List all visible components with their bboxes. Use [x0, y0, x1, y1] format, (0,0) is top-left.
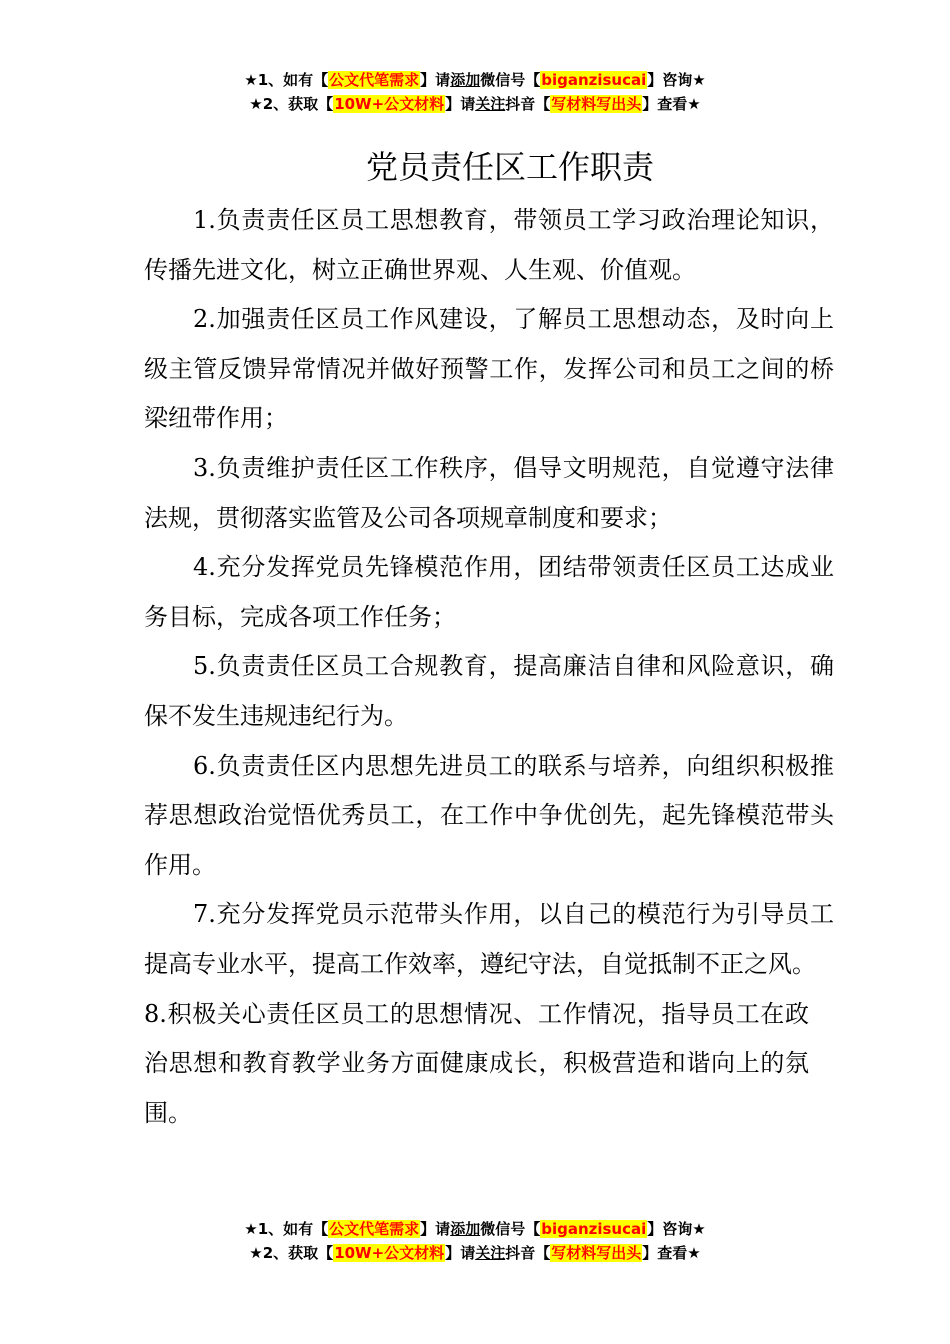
- item-text: 积极关心责任区员工的思想情况、工作情况，指导员工在政治思想和教育教学业务方面健康成长，积极营造和谐向上的氛围。: [144, 999, 809, 1127]
- banner-text: 】咨询★: [647, 1220, 706, 1238]
- item-number: 1.: [193, 206, 216, 234]
- item-number: 6.: [193, 751, 216, 780]
- banner-text: ★2、获取【: [249, 1244, 334, 1262]
- duty-item-2: [144, 295, 834, 444]
- duty-item-8: [144, 990, 809, 1139]
- banner-highlight: 10W+公文材料: [334, 1244, 445, 1262]
- banner-line-1: [0, 68, 950, 92]
- banner-highlight: 写材料写出头: [551, 1244, 642, 1262]
- banner-text: 】查看★: [642, 1244, 701, 1262]
- item-number: 4.: [193, 553, 216, 582]
- banner-text: 】请: [420, 1220, 451, 1238]
- banner-highlight: 10W+公文材料: [334, 95, 445, 113]
- duty-item-4: [144, 543, 834, 642]
- item-number: 2.: [193, 305, 216, 334]
- banner-text: 抖音【: [505, 95, 551, 113]
- banner-highlight: 写材料写出头: [551, 95, 642, 113]
- banner-text: 抖音【: [505, 1244, 551, 1262]
- banner-text: ★1、如有【: [244, 1220, 329, 1238]
- banner-text: 】请: [445, 95, 476, 113]
- banner-underlined-text: 关注: [475, 1244, 506, 1262]
- banner-highlight: 公文代笔需求: [329, 1220, 420, 1238]
- document-title: 党员责任区工作职责: [365, 148, 654, 187]
- banner-text: 】查看★: [642, 95, 701, 113]
- item-text: 负责责任区员工合规教育，提高廉洁自律和风险意识，确保不发生违规违纪行为。: [144, 652, 834, 730]
- item-text: 负责责任区内思想先进员工的联系与培养，向组织积极推荐思想政治觉悟优秀员工，在工作中争优创先，起先锋模范带头作用。: [144, 751, 834, 879]
- item-text: 充分发挥党员示范带头作用，以自己的模范行为引导员工提高专业水平，提高工作效率，遵纪守法，自觉抵制不正之风。: [144, 900, 834, 978]
- item-text: 负责维护责任区工作秩序，倡导文明规范，自觉遵守法律法规，贯彻落实监管及公司各项规章制度和要求；: [144, 453, 834, 532]
- banner-underlined-text: 添加: [450, 1220, 481, 1238]
- item-number: 7.: [193, 900, 216, 929]
- item-number: 8.: [144, 999, 167, 1028]
- item-text: 加强责任区员工作风建设，了解员工思想动态，及时向上级主管反馈异常情况并做好预警工作，发挥公司和员工之间的桥梁纽带作用；: [144, 305, 834, 433]
- banner-line-2: [0, 1241, 950, 1265]
- banner-underlined-text: 添加: [450, 71, 481, 89]
- item-text: 负责责任区员工思想教育，带领员工学习政治理论知识，传播先进文化，树立正确世界观、人生观、价值观。: [144, 206, 834, 284]
- item-text: 充分发挥党员先锋模范作用，团结带领责任区员工达成业务目标，完成各项工作任务；: [144, 553, 834, 631]
- banner-highlight: biganzisucai: [541, 1220, 647, 1238]
- item-number: 5.: [193, 652, 216, 681]
- duty-item-5: [144, 642, 834, 741]
- banner-text: 微信号【: [480, 71, 541, 89]
- banner-text: ★1、如有【: [244, 71, 329, 89]
- banner-highlight: 公文代笔需求: [329, 71, 420, 89]
- document-body: [144, 196, 834, 1138]
- banner-underlined-text: 关注: [475, 95, 506, 113]
- duty-item-6: [144, 742, 834, 891]
- duty-item-7: [144, 890, 834, 989]
- header-banner: [0, 68, 950, 116]
- banner-text: 】咨询★: [647, 71, 706, 89]
- banner-highlight: biganzisucai: [541, 71, 647, 89]
- banner-line-2: [0, 92, 950, 116]
- duty-item-3: [144, 444, 834, 543]
- banner-text: ★2、获取【: [249, 95, 334, 113]
- banner-line-1: [0, 1217, 950, 1241]
- footer-banner: [0, 1217, 950, 1265]
- item-number: 3.: [193, 453, 216, 482]
- banner-text: 】请: [420, 71, 451, 89]
- banner-text: 】请: [445, 1244, 476, 1262]
- duty-item-1: [144, 196, 834, 295]
- banner-text: 微信号【: [480, 1220, 541, 1238]
